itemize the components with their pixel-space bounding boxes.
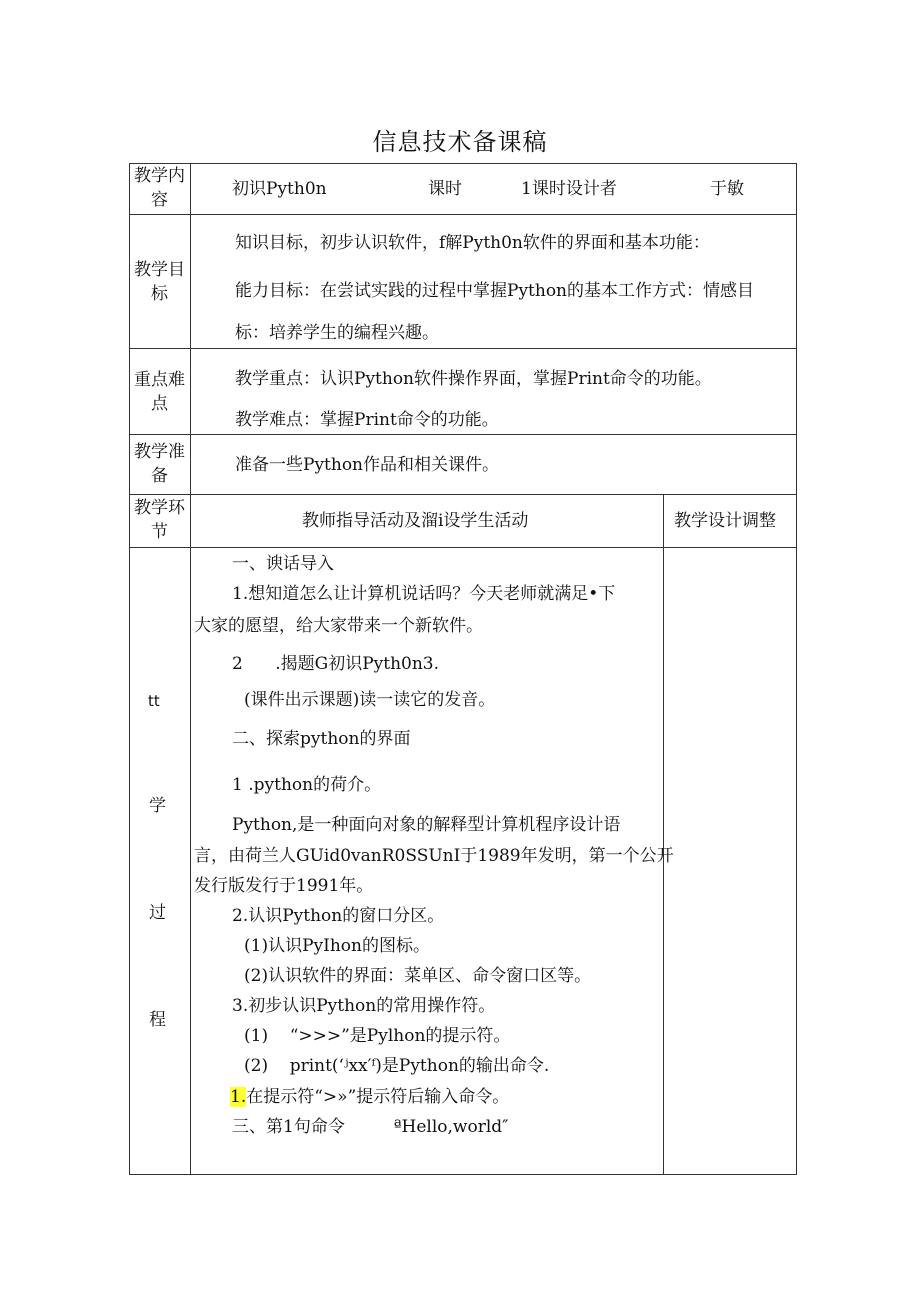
process-line-18: 三、第1句命令 ªHello,world″ [232, 1117, 509, 1137]
header-design-adjust: 教学设计调整 [674, 511, 776, 531]
table-divider-label [190, 163, 191, 1175]
highlighted-step-number: 1. [230, 1087, 247, 1107]
process-line-3: 大家的愿望，给大家带来一个新软件。 [194, 616, 483, 636]
table-border-top [129, 163, 796, 164]
table-border-left [129, 163, 130, 1175]
process-label-char-2: 学 [149, 796, 166, 816]
row-divider-4 [129, 494, 796, 495]
objective-ability: 能力目标：在尝试实践的过程中掌握Python的基本工作方式：情感目 [235, 281, 755, 301]
process-line-5: (课件出示课题)读一读它的发音。 [244, 690, 496, 710]
label-preparation: 教学准备 [134, 442, 185, 486]
process-line-13: (2)认识软件的界面：菜单区、命令窗口区等。 [244, 966, 592, 986]
document-title: 信息技术备课稿 [372, 128, 548, 156]
objective-knowledge: 知识目标，初步认识软件，f解Pyth0n软件的界面和基本功能： [235, 233, 710, 253]
process-line-1: 一、谀话导入 [232, 554, 334, 574]
row-divider-2 [129, 348, 796, 349]
process-line-12: (1)认识PyIhon的图标。 [244, 936, 430, 956]
label-teaching-content: 教学内容 [134, 166, 185, 210]
table-border-bottom [129, 1174, 796, 1175]
process-line-17-text: 在提示符“>»”提示符后输入命令。 [246, 1087, 510, 1107]
table-divider-adjust [663, 494, 664, 1175]
process-line-9: 言，由荷兰人GUid0vanR0SSUnI于1989年发明，第一个公开 [194, 846, 674, 866]
process-label-char-1: tt [148, 692, 160, 710]
label-teaching-stage: 教学环节 [134, 498, 185, 542]
process-line-4: 2 .揭题G初识Pyth0n3. [232, 654, 440, 674]
table-border-right [796, 163, 797, 1175]
process-line-10: 发行版发行于1991年。 [194, 876, 374, 896]
designer-name: 于敏 [710, 179, 744, 199]
process-line-11: 2.认识Python的窗口分区。 [232, 906, 445, 926]
preparation-text: 准备一些Python作品和相关课件。 [235, 455, 500, 475]
process-line-7: 1 .python的荷介。 [232, 775, 382, 795]
label-key-points: 重点难点 [134, 370, 185, 414]
key-point-difficulty: 教学难点：掌握Print命令的功能。 [235, 410, 499, 430]
class-hours-value: 1课时设计者 [521, 179, 617, 199]
header-activities: 教师指导活动及溜i设学生活动 [302, 511, 529, 531]
process-line-15: (1) “>>>”是Pylhon的提示符。 [244, 1026, 511, 1046]
row-divider-3 [129, 434, 796, 435]
process-line-8: Python,是一种面向对象的解释型计算机程序设计语 [232, 815, 621, 835]
process-line-14: 3.初步认识Python的常用操作符。 [232, 996, 496, 1016]
process-line-16: (2) print(‘ʲxx′ᶠ)是Python的输出命令. [244, 1056, 550, 1076]
lesson-topic: 初识Pyth0n [232, 179, 327, 199]
row-divider-5 [129, 547, 796, 548]
row-divider-1 [129, 214, 796, 215]
label-teaching-objectives: 教学目标 [134, 260, 185, 304]
process-line-6: 二、探索python的界面 [232, 729, 411, 749]
process-line-2: 1.想知道怎么让计算机说话吗？今天老师就满足•下 [232, 584, 616, 604]
process-line-17 [230, 1086, 509, 1108]
process-label-char-4: 程 [149, 1010, 166, 1030]
key-point-focus: 教学重点：认识Python软件操作界面，掌握Print命令的功能。 [235, 369, 712, 389]
objective-emotion: 标：培养学生的编程兴趣。 [235, 323, 439, 343]
class-hours-label: 课时 [428, 179, 462, 199]
process-label-char-3: 过 [149, 903, 166, 923]
